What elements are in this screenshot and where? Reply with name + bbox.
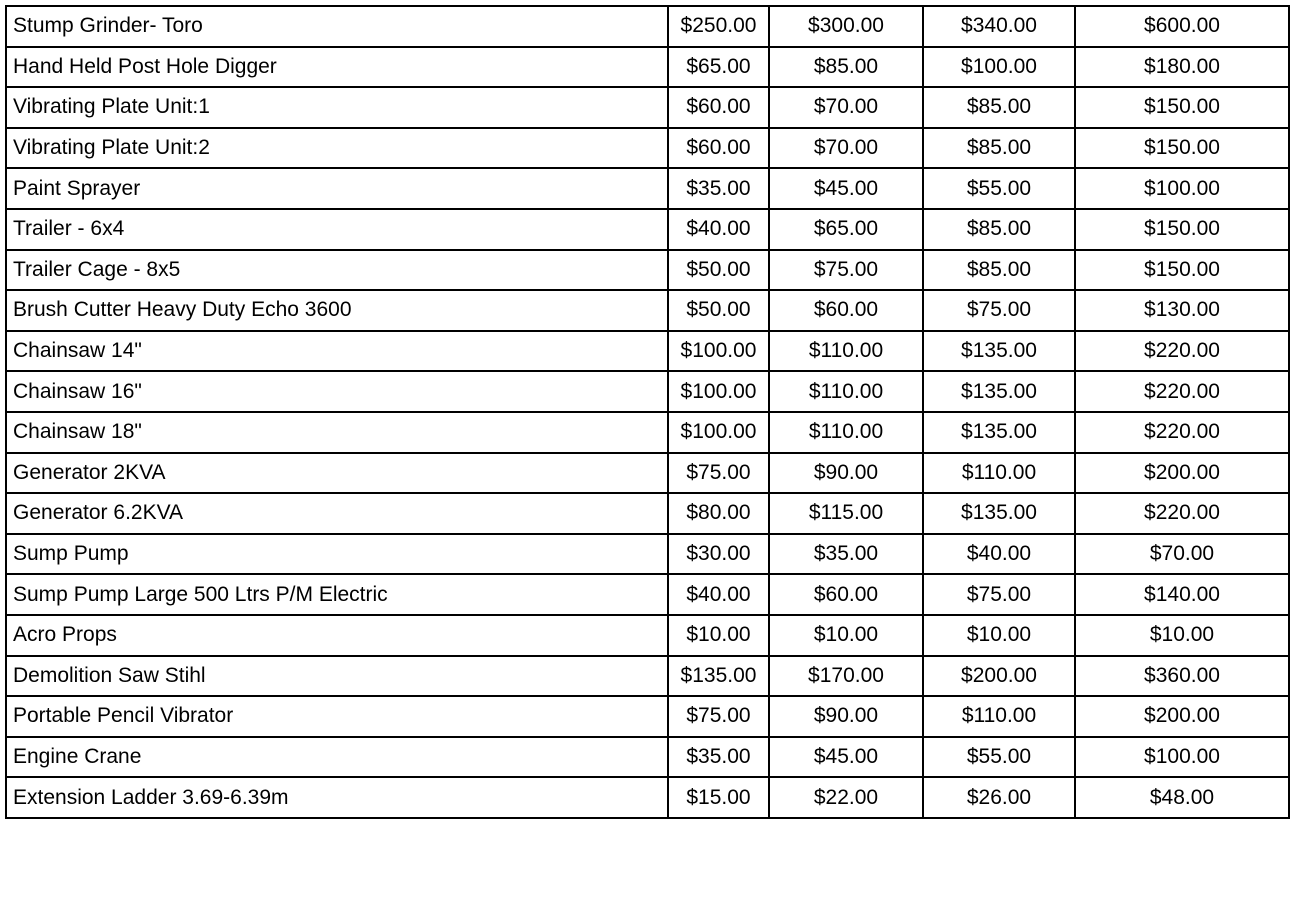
item-name-cell: Hand Held Post Hole Digger [6,47,668,88]
item-name-cell: Vibrating Plate Unit:2 [6,128,668,169]
item-name-cell: Demolition Saw Stihl [6,656,668,697]
price-cell-2: $60.00 [769,574,923,615]
price-cell-1: $15.00 [668,777,769,818]
price-cell-1: $35.00 [668,168,769,209]
item-name-cell: Chainsaw 18" [6,412,668,453]
price-cell-4: $200.00 [1075,453,1289,494]
price-cell-3: $110.00 [923,453,1075,494]
price-cell-3: $200.00 [923,656,1075,697]
price-cell-1: $35.00 [668,737,769,778]
item-name-cell: Stump Grinder- Toro [6,6,668,47]
price-cell-3: $100.00 [923,47,1075,88]
price-cell-4: $10.00 [1075,615,1289,656]
price-cell-1: $100.00 [668,412,769,453]
table-row [6,47,1289,88]
price-cell-4: $48.00 [1075,777,1289,818]
price-cell-3: $85.00 [923,128,1075,169]
price-cell-2: $110.00 [769,371,923,412]
item-name-cell: Generator 2KVA [6,453,668,494]
table-row [6,331,1289,372]
price-cell-4: $140.00 [1075,574,1289,615]
price-table-body [6,6,1289,818]
price-cell-4: $150.00 [1075,128,1289,169]
item-name-cell: Paint Sprayer [6,168,668,209]
price-cell-4: $600.00 [1075,6,1289,47]
table-row [6,6,1289,47]
price-cell-1: $40.00 [668,209,769,250]
price-cell-3: $85.00 [923,87,1075,128]
table-row [6,777,1289,818]
price-cell-2: $75.00 [769,250,923,291]
price-cell-3: $135.00 [923,371,1075,412]
price-cell-3: $75.00 [923,574,1075,615]
price-cell-3: $135.00 [923,412,1075,453]
table-row [6,574,1289,615]
price-cell-1: $60.00 [668,87,769,128]
price-cell-4: $150.00 [1075,87,1289,128]
price-cell-2: $45.00 [769,737,923,778]
hire-price-table [5,5,1290,819]
table-row [6,371,1289,412]
price-cell-2: $70.00 [769,128,923,169]
item-name-cell: Sump Pump [6,534,668,575]
price-cell-3: $340.00 [923,6,1075,47]
item-name-cell: Portable Pencil Vibrator [6,696,668,737]
price-cell-4: $220.00 [1075,331,1289,372]
table-row [6,168,1289,209]
price-cell-2: $60.00 [769,290,923,331]
price-cell-3: $135.00 [923,493,1075,534]
item-name-cell: Generator 6.2KVA [6,493,668,534]
price-cell-3: $85.00 [923,209,1075,250]
item-name-cell: Trailer - 6x4 [6,209,668,250]
price-cell-1: $100.00 [668,331,769,372]
price-cell-1: $75.00 [668,453,769,494]
price-cell-3: $10.00 [923,615,1075,656]
table-row [6,290,1289,331]
item-name-cell: Trailer Cage - 8x5 [6,250,668,291]
price-cell-1: $65.00 [668,47,769,88]
price-cell-1: $50.00 [668,290,769,331]
price-cell-4: $220.00 [1075,371,1289,412]
table-row [6,493,1289,534]
price-cell-4: $180.00 [1075,47,1289,88]
price-cell-2: $90.00 [769,696,923,737]
price-cell-3: $26.00 [923,777,1075,818]
table-row [6,209,1289,250]
table-row [6,87,1289,128]
price-cell-1: $60.00 [668,128,769,169]
table-row [6,128,1289,169]
price-cell-4: $220.00 [1075,412,1289,453]
item-name-cell: Chainsaw 14" [6,331,668,372]
price-cell-4: $360.00 [1075,656,1289,697]
price-cell-4: $100.00 [1075,737,1289,778]
table-row [6,250,1289,291]
table-row [6,412,1289,453]
item-name-cell: Brush Cutter Heavy Duty Echo 3600 [6,290,668,331]
price-cell-2: $35.00 [769,534,923,575]
item-name-cell: Sump Pump Large 500 Ltrs P/M Electric [6,574,668,615]
price-cell-2: $10.00 [769,615,923,656]
item-name-cell: Acro Props [6,615,668,656]
table-row [6,696,1289,737]
price-cell-4: $70.00 [1075,534,1289,575]
price-cell-4: $220.00 [1075,493,1289,534]
price-cell-4: $100.00 [1075,168,1289,209]
table-row [6,656,1289,697]
price-cell-3: $55.00 [923,168,1075,209]
price-cell-3: $55.00 [923,737,1075,778]
price-cell-3: $110.00 [923,696,1075,737]
price-cell-1: $80.00 [668,493,769,534]
price-cell-1: $50.00 [668,250,769,291]
price-cell-2: $300.00 [769,6,923,47]
price-cell-3: $75.00 [923,290,1075,331]
table-row [6,737,1289,778]
item-name-cell: Vibrating Plate Unit:1 [6,87,668,128]
price-cell-3: $40.00 [923,534,1075,575]
price-cell-1: $100.00 [668,371,769,412]
price-cell-2: $85.00 [769,47,923,88]
price-cell-4: $200.00 [1075,696,1289,737]
item-name-cell: Extension Ladder 3.69-6.39m [6,777,668,818]
table-row [6,453,1289,494]
price-cell-2: $22.00 [769,777,923,818]
price-cell-2: $45.00 [769,168,923,209]
item-name-cell: Chainsaw 16" [6,371,668,412]
price-cell-1: $30.00 [668,534,769,575]
price-cell-4: $130.00 [1075,290,1289,331]
price-cell-2: $70.00 [769,87,923,128]
price-cell-4: $150.00 [1075,250,1289,291]
price-cell-1: $10.00 [668,615,769,656]
price-cell-1: $40.00 [668,574,769,615]
price-cell-3: $85.00 [923,250,1075,291]
price-cell-2: $170.00 [769,656,923,697]
price-cell-1: $75.00 [668,696,769,737]
item-name-cell: Engine Crane [6,737,668,778]
price-cell-2: $110.00 [769,331,923,372]
price-cell-2: $90.00 [769,453,923,494]
price-cell-4: $150.00 [1075,209,1289,250]
price-cell-1: $250.00 [668,6,769,47]
price-cell-2: $65.00 [769,209,923,250]
table-row [6,534,1289,575]
price-cell-2: $110.00 [769,412,923,453]
price-cell-2: $115.00 [769,493,923,534]
table-row [6,615,1289,656]
price-cell-3: $135.00 [923,331,1075,372]
price-cell-1: $135.00 [668,656,769,697]
